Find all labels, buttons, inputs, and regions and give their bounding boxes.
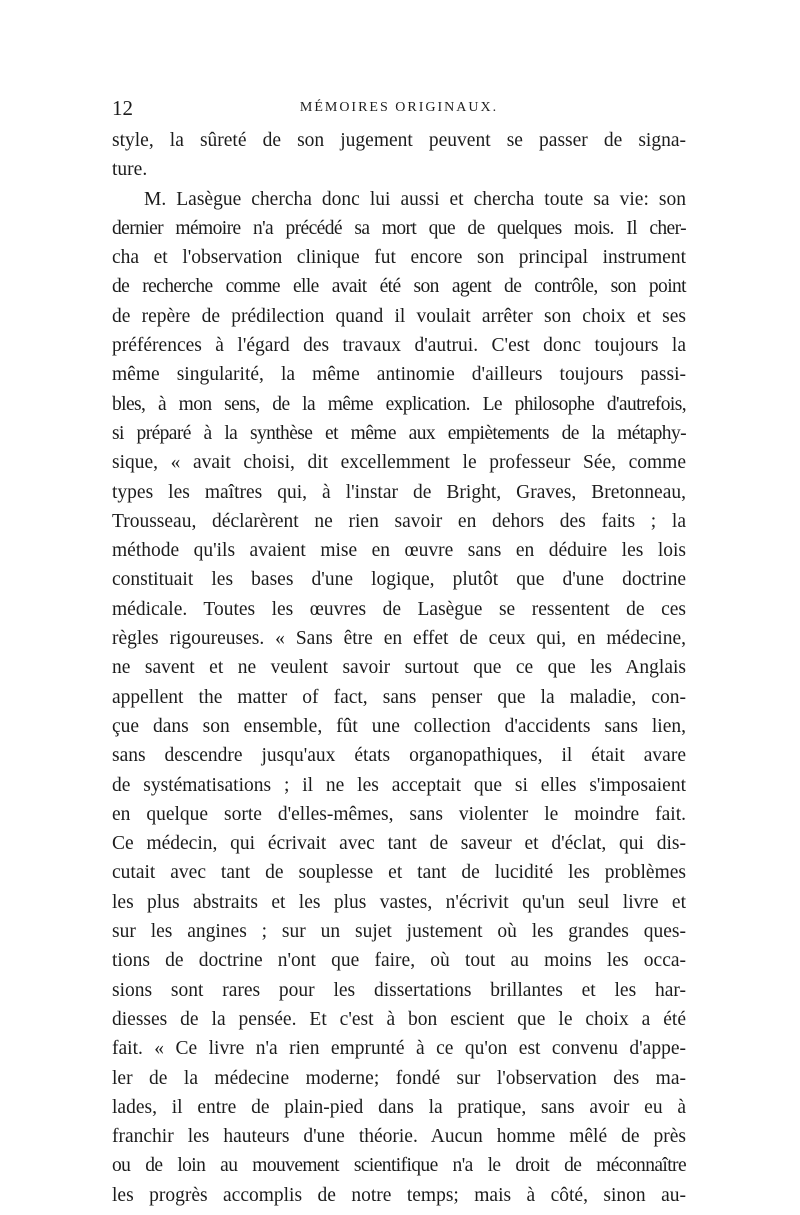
page-number: 12	[112, 96, 133, 120]
text-line: M. Lasègue chercha donc lui aussi et chercha toute sa vie: son	[144, 188, 686, 210]
text-line: diesses de la pensée. Et c'est à bon escient que le choix a été	[112, 1008, 686, 1030]
text-line: de systématisations ; il ne les acceptait que si elles s'imposaient	[112, 774, 686, 796]
running-head	[112, 96, 686, 120]
text-line: cutait avec tant de souplesse et tant de lucidité les problèmes	[112, 862, 686, 884]
text-line: en quelque sorte d'elles-mêmes, sans violenter le moindre fait.	[112, 803, 686, 825]
text-line: médicale. Toutes les œuvres de Lasègue se ressentent de ces	[112, 598, 686, 620]
text-line: sions sont rares pour les dissertations brillantes et les har-	[112, 979, 686, 1001]
text-line: même singularité, la même antinomie d'ailleurs toujours passi-	[112, 364, 686, 386]
text-line: franchir les hauteurs d'une théorie. Aucun homme mêlé de près	[112, 1126, 686, 1148]
text-line: types les maîtres qui, à l'instar de Bright, Graves, Bretonneau,	[112, 481, 686, 503]
text-line: préférences à l'égard des travaux d'autrui. C'est donc toujours la	[112, 335, 686, 357]
text-line: les plus abstraits et les plus vastes, n'écrivit qu'un seul livre et	[112, 891, 686, 913]
text-line: ou de loin au mouvement scientifique n'a le droit de méconnaître	[112, 1155, 686, 1177]
text-line: bles, à mon sens, de la même explication. Le philosophe d'autrefois,	[112, 393, 686, 415]
text-line: ler de la médecine moderne; fondé sur l'observation des ma-	[112, 1067, 686, 1089]
text-line: fait. « Ce livre n'a rien emprunté à ce qu'on est convenu d'appe-	[112, 1038, 686, 1060]
text-line: constituait les bases d'une logique, plutôt que d'une doctrine	[112, 569, 686, 591]
text-line: ture.	[112, 159, 148, 181]
text-line: méthode qu'ils avaient mise en œuvre sans en déduire les lois	[112, 540, 686, 562]
text-line: sique, « avait choisi, dit excellemment le professeur Sée, comme	[112, 452, 686, 474]
text-line: appellent the matter of fact, sans penser que la maladie, con-	[112, 686, 686, 708]
text-line: les progrès accomplis de notre temps; mais à côté, sinon au-	[112, 1184, 686, 1206]
text-line: règles rigoureuses. « Sans être en effet de ceux qui, en médecine,	[112, 628, 686, 650]
text-line: lades, il entre de plain-pied dans la pratique, sans avoir eu à	[112, 1096, 686, 1118]
text-line: ne savent et ne veulent savoir surtout que ce que les Anglais	[112, 657, 686, 679]
text-line: dernier mémoire n'a précédé sa mort que de quelques mois. Il cher-	[112, 217, 686, 239]
text-line: si préparé à la synthèse et même aux empiètements de la métaphy-	[112, 422, 686, 444]
text-line: Trousseau, déclarèrent ne rien savoir en dehors des faits ; la	[112, 510, 686, 532]
text-line: tions de doctrine n'ont que faire, où tout au moins les occa-	[112, 950, 686, 972]
text-line: de repère de prédilection quand il voulait arrêter son choix et ses	[112, 305, 686, 327]
text-line: de recherche comme elle avait été son agent de contrôle, son point	[112, 276, 686, 298]
text-line: sans descendre jusqu'aux états organopathiques, il était avare	[112, 745, 686, 767]
running-title: MÉMOIRES ORIGINAUX.	[299, 100, 499, 115]
text-line: çue dans son ensemble, fût une collection d'accidents sans lien,	[112, 715, 686, 737]
text-line: cha et l'observation clinique fut encore son principal instrument	[112, 247, 686, 269]
text-line: sur les angines ; sur un sujet justement où les grandes ques-	[112, 921, 686, 943]
text-line: Ce médecin, qui écrivait avec tant de saveur et d'éclat, qui dis-	[112, 833, 686, 855]
text-line: style, la sûreté de son jugement peuvent se passer de signa-	[112, 130, 686, 151]
body-text	[112, 126, 686, 1210]
